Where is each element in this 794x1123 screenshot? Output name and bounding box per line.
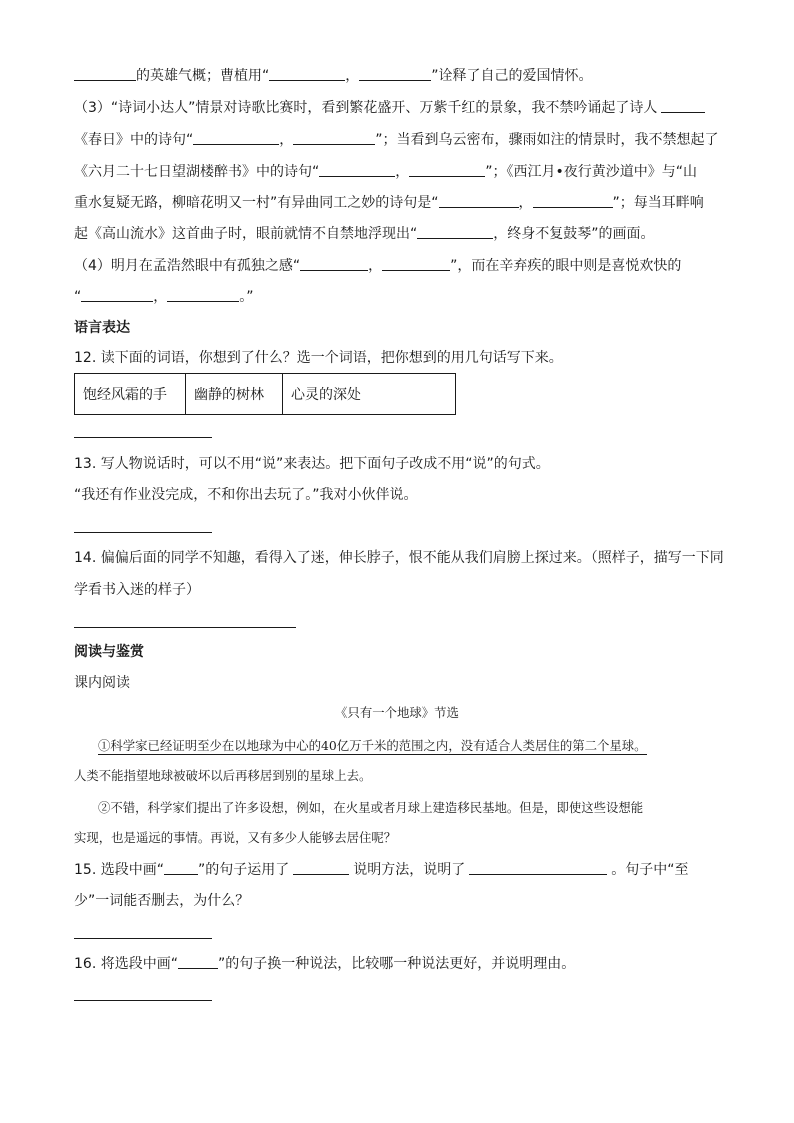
answer-blank[interactable] bbox=[269, 66, 345, 81]
answer-line[interactable] bbox=[74, 1000, 212, 1001]
question-13-sentence: “我还有作业没完成，不和你出去玩了。”我对小伙伴说。 bbox=[74, 487, 418, 503]
poem-line-4: 《六月二十七日望湖楼醉书》中的诗句“ ， ”；《西江月•夜行黄沙道中》与“山 bbox=[74, 164, 698, 180]
underline-marker bbox=[178, 954, 218, 969]
section-heading-reading: 阅读与鉴赏 bbox=[74, 644, 144, 660]
word-cell[interactable]: 心灵的深处 bbox=[283, 374, 456, 415]
answer-blank[interactable] bbox=[417, 224, 493, 239]
answer-blank[interactable] bbox=[359, 66, 431, 81]
excerpt-title: 《只有一个地球》节选 bbox=[335, 705, 459, 720]
word-cell[interactable]: 饱经风霜的手 bbox=[75, 374, 186, 415]
answer-blank[interactable] bbox=[439, 193, 519, 208]
word-cell[interactable]: 幽静的树林 bbox=[186, 374, 283, 415]
poem-line-6: 起《高山流水》这首曲子时，眼前就情不自禁地浮现出“ ，终身不复鼓琴”的画面。 bbox=[74, 226, 655, 242]
poem-line-5: 重水复疑无路，柳暗花明又一村”有异曲同工之妙的诗句是“ ， ”；每当耳畔响 bbox=[74, 195, 704, 211]
answer-line[interactable] bbox=[74, 437, 212, 438]
answer-blank[interactable] bbox=[661, 98, 705, 113]
answer-line[interactable] bbox=[74, 532, 212, 533]
poem-line-7: （4）明月在孟浩然眼中有孤独之感“ ， ”，而在辛弃疾的眼中则是喜悦欢快的 bbox=[74, 258, 682, 274]
answer-blank[interactable] bbox=[533, 193, 613, 208]
underline-marker bbox=[164, 860, 198, 875]
question-14-line-1: 14. 偏偏后面的同学不知趣，看得入了迷，伸长脖子，恨不能从我们肩膀上探过来。（照样子，描写一下同 bbox=[74, 550, 724, 566]
underlined-sentence: ①科学家已经证明至少在以地球为中心的40亿万千米的范围之内，没有适合人类居住的第二个星球。 bbox=[98, 738, 647, 753]
answer-blank[interactable] bbox=[409, 162, 485, 177]
answer-blank[interactable] bbox=[319, 162, 395, 177]
poem-line-1: 的英雄气概；曹植用“ ， ”诠释了自己的爱国情怀。 bbox=[74, 66, 593, 86]
poem-line-3: 《春日》中的诗句“ ， ”；当看到乌云密布，骤雨如注的情景时，我不禁想起了 bbox=[74, 132, 719, 148]
question-15-line-1: 15. 选段中画“ ”的句子运用了 说明方法，说明了 。句子中“至 bbox=[74, 862, 689, 878]
answer-blank[interactable] bbox=[293, 860, 349, 875]
answer-line[interactable] bbox=[74, 627, 296, 628]
question-13: 13. 写人物说话时，可以不用“说”来表达。把下面句子改成不用“说”的句式。 bbox=[74, 456, 550, 472]
question-16: 16. 将选段中画“ ”的句子换一种说法，比较哪一种说法更好，并说明理由。 bbox=[74, 956, 576, 972]
subheading-in-class-reading: 课内阅读 bbox=[74, 675, 130, 691]
question-12: 12. 读下面的词语，你想到了什么？选一个词语，把你想到的用几句话写下来。 bbox=[74, 350, 563, 366]
question-14-line-2: 学看书入迷的样子） bbox=[74, 582, 200, 598]
word-table bbox=[74, 373, 456, 415]
answer-line[interactable] bbox=[74, 938, 212, 939]
answer-blank[interactable] bbox=[382, 256, 450, 271]
answer-blank[interactable] bbox=[193, 130, 279, 145]
excerpt-para-2-line-2: 实现，也是遥远的事情。再说，又有多少人能够去居住呢？ bbox=[74, 830, 397, 845]
answer-blank[interactable] bbox=[81, 287, 153, 302]
answer-blank[interactable] bbox=[74, 66, 136, 81]
excerpt-para-2-line-1: ②不错，科学家们提出了许多设想，例如，在火星或者月球上建造移民基地。但是，即使这些设想能 bbox=[98, 800, 644, 815]
answer-blank[interactable] bbox=[300, 256, 368, 271]
excerpt-para-1-line-2: 人类不能指望地球被破坏以后再移居到别的星球上去。 bbox=[74, 768, 372, 783]
poem-line-2: （3）“诗词小达人”情景对诗歌比赛时，看到繁花盛开、万紫千红的景象，我不禁吟诵起了诗人 bbox=[74, 98, 705, 118]
excerpt-para-1-line-1 bbox=[98, 736, 647, 756]
answer-blank[interactable] bbox=[167, 287, 239, 302]
answer-blank[interactable] bbox=[293, 130, 375, 145]
section-heading-language: 语言表达 bbox=[74, 320, 130, 336]
poem-line-8: “ ， 。” bbox=[74, 289, 254, 305]
answer-blank[interactable] bbox=[469, 860, 607, 875]
question-15-line-2: 少”一词能否删去，为什么？ bbox=[74, 893, 250, 909]
